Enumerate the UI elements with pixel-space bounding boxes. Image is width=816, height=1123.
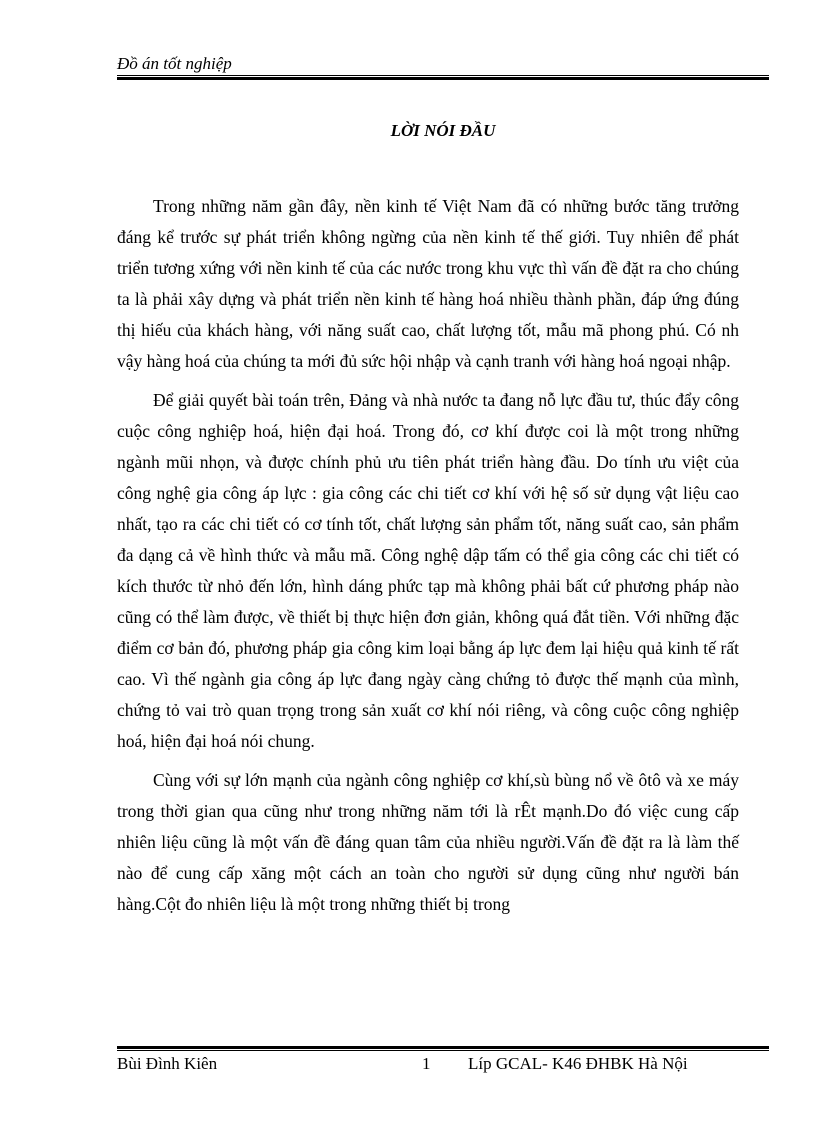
paragraph: Để giải quyết bài toán trên, Đảng và nhà nước ta đang nỗ lực đầu tư, thúc đẩy công cuộc công nghiệp hoá, hiện đại hoá. Trong đó, cơ khí được coi là một trong những ngành mũi nhọn, và được chính phủ ưu tiên phát triển hàng đầu. Do tính ưu việt của công nghệ gia công áp lực : gia công các chi tiết cơ khí với hệ số sử dụng vật liệu cao nhất, tạo ra các chi tiết có cơ tính tốt, chất lượng sản phẩm tốt, năng suất cao, sản phẩm đa dạng cả về hình thức và mẫu mã. Công nghệ dập tấm có thể gia công các chi tiết có kích thước từ nhỏ đến lớn, hình dáng phức tạp mà không phải bất cứ phương pháp nào cũng có thể làm được, về thiết bị thực hiện đơn giản, không quá đắt tiền. Với những đặc điểm cơ bản đó, phương pháp gia công kim loại bằng áp lực đem lại hiệu quả kinh tế rất cao. Vì thế ngành gia công áp lực đang ngày càng chứng tỏ được thế mạnh của mình, chứng tỏ vai trò quan trọng trong sản xuất cơ khí nói riêng, và công cuộc công nghiệp hoá, hiện đại hoá nói chung. <box>117 390 739 751</box>
paragraph: Cùng với sự lớn mạnh của ngành công nghiệp cơ khí,sù bùng nổ về ôtô và xe máy trong thời gian qua cũng như trong những năm tới là rÊt mạnh.Do đó việc cung cấp nhiên liệu cũng là một vấn đề đáng quan tâm của nhiều người.Vấn đề đặt ra là làm thế nào để cung cấp xăng một cách an toàn cho người sử dụng cũng như người bán hàng.Cột đo nhiên liệu là một trong những thiết bị trong <box>117 770 739 914</box>
page-number: 1 <box>422 1054 431 1073</box>
page-header <box>117 54 769 74</box>
document-body <box>117 191 739 928</box>
footer-class-info: Líp GCAL- K46 ĐHBK Hà Nội <box>468 1054 688 1073</box>
document-title: LỜI NÓI ĐẦU <box>390 121 496 140</box>
header-title: Đồ án tốt nghiệp <box>117 54 232 73</box>
header-rule-thick <box>117 77 769 80</box>
paragraph: Trong những năm gần đây, nền kinh tế Việt Nam đã có những bước tăng trưởng đáng kể trước sự phát triển không ngừng của nền kinh tế thế giới. Tuy nhiên để phát triển tương xứng với nền kinh tế của các nước trong khu vực thì vấn đề đặt ra cho chúng ta là phải xây dựng và phát triển nền kinh tế hàng hoá nhiều thành phần, đáp ứng đúng thị hiếu của khách hàng, với năng suất cao, chất lượng tốt, mẫu mã phong phú. Có nh vậy hàng hoá của chúng ta mới đủ sức hội nhập và cạnh tranh với hàng hoá ngoại nhập. <box>117 196 739 371</box>
footer-author: Bùi Đình Kiên <box>117 1054 218 1073</box>
footer-rule-thin <box>117 1050 769 1051</box>
footer-rule-thick <box>117 1046 769 1049</box>
header-rule-thin <box>117 75 769 76</box>
